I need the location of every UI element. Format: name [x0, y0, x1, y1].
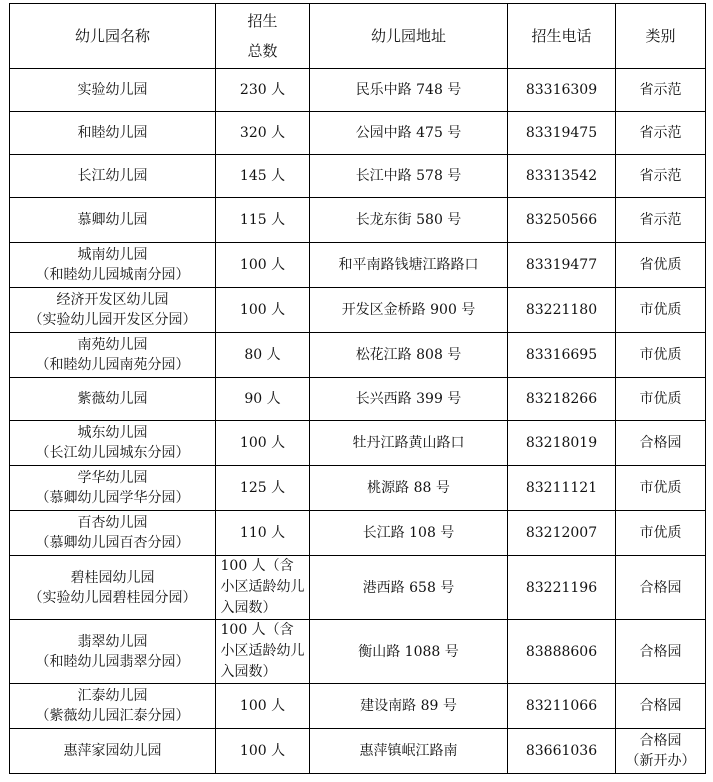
- category-value: 省优质: [639, 257, 682, 273]
- header-phone: 招生电话: [508, 4, 616, 69]
- capacity-value: 125 人: [239, 480, 286, 496]
- header-category: 类别: [616, 4, 706, 69]
- cell-name: [10, 729, 216, 774]
- header-capacity-line2: 总数: [247, 42, 278, 60]
- kindergarten-name: 汇泰幼儿园: [77, 688, 148, 704]
- cell-name: [10, 155, 216, 198]
- kindergarten-parent-branch: （紫薇幼儿园汇泰分园）: [35, 708, 190, 724]
- kindergarten-parent-branch: （实验幼儿园碧桂园分园）: [28, 589, 197, 606]
- cell-address: 松花江路 808 号: [310, 333, 508, 378]
- category-value: 合格园: [639, 733, 682, 749]
- header-capacity-line1: 招生: [247, 12, 278, 30]
- cell-category: [616, 112, 706, 155]
- category-value: 省示范: [639, 168, 682, 184]
- capacity-value: 320 人: [239, 125, 286, 141]
- capacity-value: 100 人（含小区适龄幼儿入园数）: [220, 622, 305, 680]
- capacity-value: 145 人: [239, 168, 286, 184]
- header-address: 幼儿园地址: [310, 4, 508, 69]
- kindergarten-name: 长江幼儿园: [77, 168, 148, 184]
- cell-capacity: [216, 243, 310, 288]
- cell-phone: 83888606: [508, 620, 616, 684]
- cell-phone: 83661036: [508, 729, 616, 774]
- cell-capacity: [216, 620, 310, 684]
- cell-name: [10, 684, 216, 729]
- table-row: [10, 155, 706, 198]
- category-value: 市优质: [639, 347, 682, 363]
- cell-name: [10, 511, 216, 556]
- table-row: [10, 243, 706, 288]
- cell-capacity: [216, 684, 310, 729]
- cell-name: [10, 112, 216, 155]
- cell-phone: 83211121: [508, 466, 616, 511]
- table-row: [10, 421, 706, 466]
- kindergarten-name: 实验幼儿园: [77, 82, 148, 98]
- capacity-value: 100 人（含小区适龄幼儿入园数）: [220, 558, 305, 616]
- cell-capacity: [216, 333, 310, 378]
- table-row: [10, 511, 706, 556]
- table-row: [10, 198, 706, 243]
- cell-address: 长兴西路 399 号: [310, 378, 508, 421]
- kindergarten-name: 慕卿幼儿园: [77, 212, 148, 228]
- cell-phone: 83316309: [508, 69, 616, 112]
- table-row: [10, 556, 706, 620]
- cell-phone: 83319477: [508, 243, 616, 288]
- cell-address: 民乐中路 748 号: [310, 69, 508, 112]
- kindergarten-name: 城南幼儿园: [77, 247, 148, 263]
- category-note: （新开办）: [625, 753, 696, 769]
- category-value: 市优质: [639, 302, 682, 318]
- cell-address: 惠萍镇岷江路南: [310, 729, 508, 774]
- table-row: [10, 620, 706, 684]
- kindergarten-name: 南苑幼儿园: [77, 337, 148, 353]
- cell-name: [10, 69, 216, 112]
- cell-address: 桃源路 88 号: [310, 466, 508, 511]
- category-value: 合格园: [639, 435, 682, 451]
- cell-capacity: [216, 729, 310, 774]
- category-value: 合格园: [639, 698, 682, 714]
- cell-capacity: [216, 378, 310, 421]
- cell-phone: 83316695: [508, 333, 616, 378]
- kindergarten-parent-branch: （和睦幼儿园城南分园）: [35, 267, 190, 283]
- kindergarten-name: 紫薇幼儿园: [77, 391, 148, 407]
- table-row: [10, 112, 706, 155]
- cell-category: [616, 511, 706, 556]
- cell-category: [616, 155, 706, 198]
- cell-category: [616, 378, 706, 421]
- table-row: [10, 288, 706, 333]
- cell-category: [616, 288, 706, 333]
- cell-address: 长江路 108 号: [310, 511, 508, 556]
- kindergarten-name: 翡翠幼儿园: [77, 633, 148, 650]
- kindergarten-parent-branch: （实验幼儿园开发区分园）: [28, 312, 197, 328]
- cell-address: 长龙东街 580 号: [310, 198, 508, 243]
- capacity-value: 230 人: [239, 82, 286, 98]
- cell-phone: 83319475: [508, 112, 616, 155]
- table-row: [10, 69, 706, 112]
- cell-phone: 83250566: [508, 198, 616, 243]
- cell-address: 衡山路 1088 号: [310, 620, 508, 684]
- cell-category: [616, 466, 706, 511]
- category-value: 合格园: [639, 643, 682, 660]
- cell-name: [10, 198, 216, 243]
- cell-capacity: [216, 112, 310, 155]
- cell-phone: 83212007: [508, 511, 616, 556]
- capacity-value: 100 人: [239, 257, 286, 273]
- kindergarten-parent-branch: （慕卿幼儿园学华分园）: [35, 490, 190, 506]
- kindergarten-name: 城东幼儿园: [77, 425, 148, 441]
- cell-phone: 83313542: [508, 155, 616, 198]
- cell-name: [10, 333, 216, 378]
- cell-address: 港西路 658 号: [310, 556, 508, 620]
- kindergarten-name: 百杏幼儿园: [77, 515, 148, 531]
- table-row: [10, 466, 706, 511]
- cell-capacity: [216, 155, 310, 198]
- table-row: [10, 378, 706, 421]
- kindergarten-name: 碧桂园幼儿园: [70, 569, 155, 586]
- cell-capacity: [216, 421, 310, 466]
- table-row: [10, 729, 706, 774]
- cell-name: [10, 556, 216, 620]
- kindergarten-parent-branch: （和睦幼儿园南苑分园）: [35, 357, 190, 373]
- kindergarten-name: 学华幼儿园: [77, 470, 148, 486]
- cell-name: [10, 378, 216, 421]
- cell-address: 牡丹江路黄山路口: [310, 421, 508, 466]
- kindergarten-name: 和睦幼儿园: [77, 125, 148, 141]
- cell-capacity: [216, 511, 310, 556]
- kindergarten-parent-branch: （长江幼儿园城东分园）: [35, 445, 190, 461]
- cell-category: [616, 198, 706, 243]
- cell-phone: 83221196: [508, 556, 616, 620]
- category-value: 省示范: [639, 82, 682, 98]
- capacity-value: 100 人: [239, 435, 286, 451]
- kindergarten-name: 经济开发区幼儿园: [56, 292, 169, 308]
- cell-capacity: [216, 466, 310, 511]
- capacity-value: 110 人: [239, 525, 286, 541]
- cell-address: 和平南路钱塘江路路口: [310, 243, 508, 288]
- cell-address: 公园中路 475 号: [310, 112, 508, 155]
- cell-phone: 83218266: [508, 378, 616, 421]
- cell-capacity: [216, 69, 310, 112]
- cell-category: [616, 333, 706, 378]
- cell-category: [616, 421, 706, 466]
- capacity-value: 80 人: [244, 347, 281, 363]
- capacity-value: 115 人: [239, 212, 286, 228]
- capacity-value: 100 人: [239, 743, 286, 759]
- kindergarten-parent-branch: （慕卿幼儿园百杏分园）: [35, 535, 190, 551]
- cell-name: [10, 243, 216, 288]
- header-capacity: [216, 4, 310, 69]
- cell-address: 建设南路 89 号: [310, 684, 508, 729]
- cell-category: [616, 69, 706, 112]
- cell-category: [616, 243, 706, 288]
- category-value: 市优质: [639, 525, 682, 541]
- cell-phone: 83218019: [508, 421, 616, 466]
- cell-phone: 83211066: [508, 684, 616, 729]
- category-value: 市优质: [639, 480, 682, 496]
- cell-phone: 83221180: [508, 288, 616, 333]
- header-name: 幼儿园名称: [10, 4, 216, 69]
- category-value: 省示范: [639, 125, 682, 141]
- capacity-value: 100 人: [239, 698, 286, 714]
- cell-category: [616, 729, 706, 774]
- cell-name: [10, 620, 216, 684]
- cell-category: [616, 556, 706, 620]
- kindergarten-table-container: [9, 3, 706, 774]
- cell-capacity: [216, 288, 310, 333]
- category-value: 省示范: [639, 212, 682, 228]
- kindergarten-enrollment-table: [9, 3, 706, 774]
- capacity-value: 90 人: [244, 391, 281, 407]
- cell-name: [10, 288, 216, 333]
- header-row: [10, 4, 706, 69]
- table-row: [10, 333, 706, 378]
- table-row: [10, 684, 706, 729]
- cell-address: 长江中路 578 号: [310, 155, 508, 198]
- capacity-value: 100 人: [239, 302, 286, 318]
- cell-address: 开发区金桥路 900 号: [310, 288, 508, 333]
- cell-category: [616, 684, 706, 729]
- kindergarten-name: 惠萍家园幼儿园: [63, 743, 162, 759]
- cell-name: [10, 466, 216, 511]
- table-body: [10, 69, 706, 774]
- cell-capacity: [216, 198, 310, 243]
- cell-name: [10, 421, 216, 466]
- cell-category: [616, 620, 706, 684]
- category-value: 合格园: [639, 579, 682, 596]
- cell-capacity: [216, 556, 310, 620]
- kindergarten-parent-branch: （和睦幼儿园翡翠分园）: [35, 653, 190, 670]
- category-value: 市优质: [639, 391, 682, 407]
